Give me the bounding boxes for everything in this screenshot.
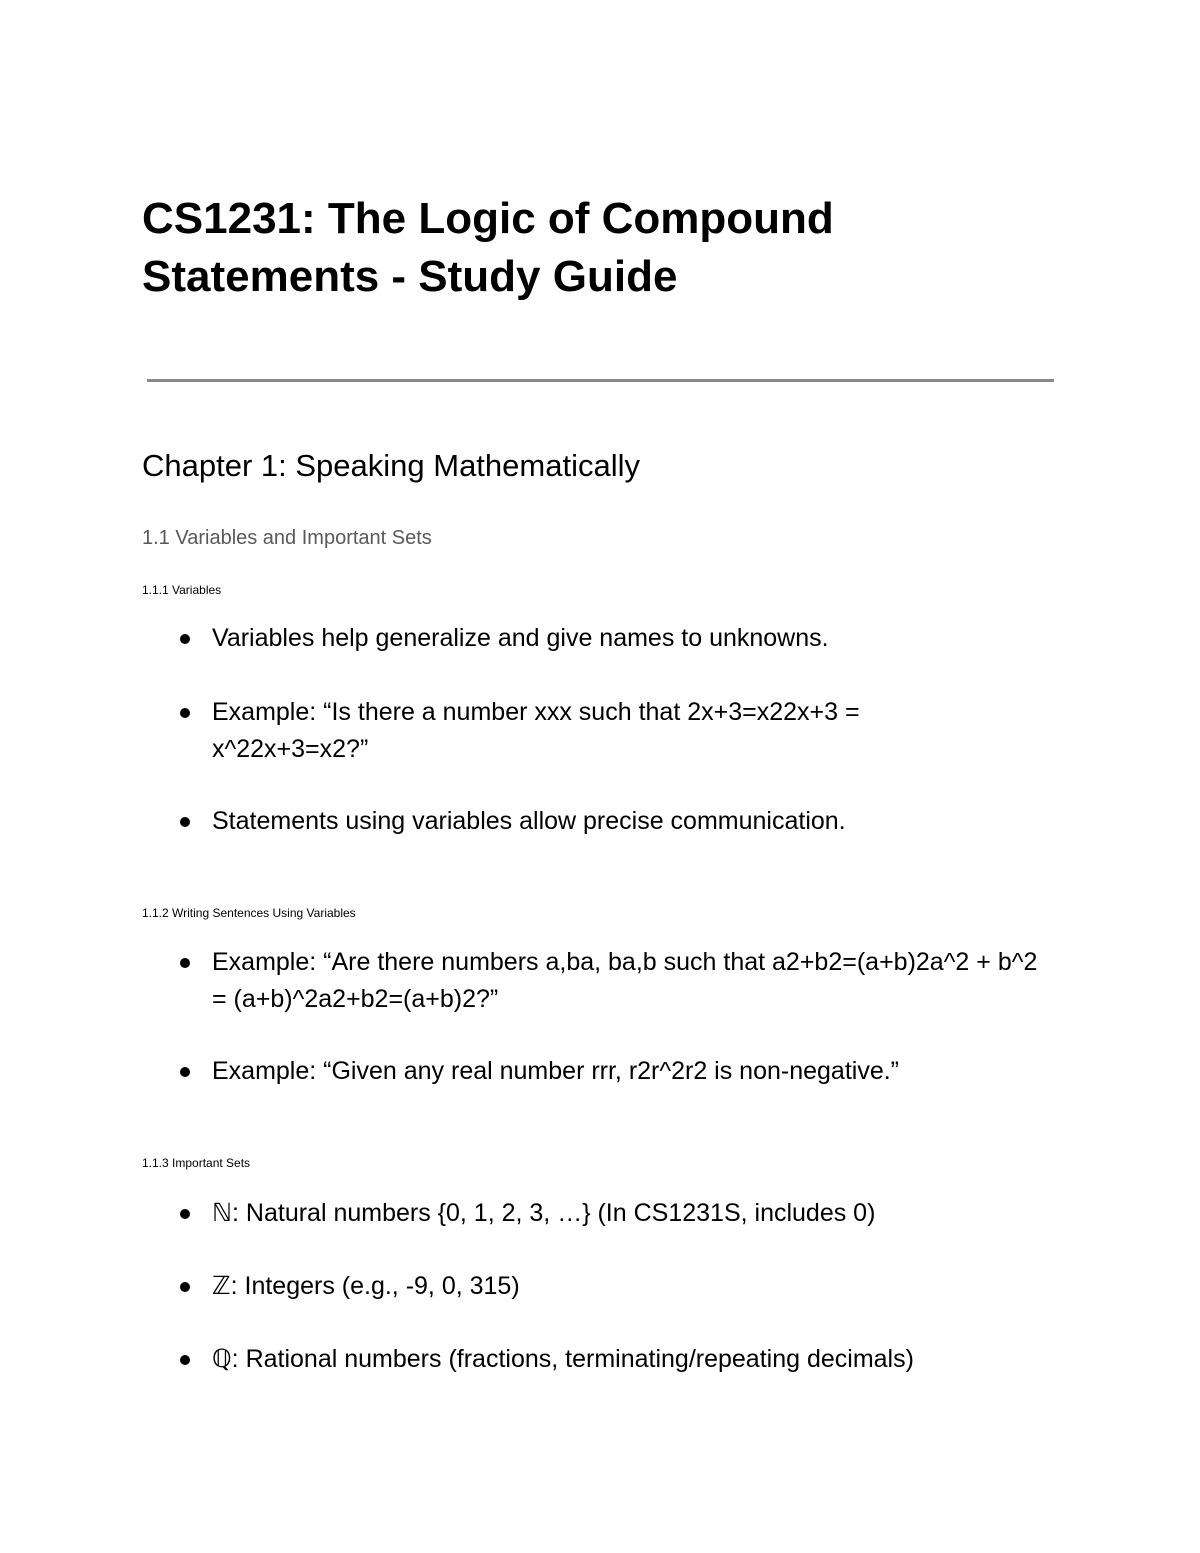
list-item-text: ℕ: Natural numbers {0, 1, 2, 3, …} (In CS1231S, includes 0) xyxy=(212,1199,876,1227)
bullet-icon xyxy=(180,817,190,827)
bullet-icon xyxy=(180,1209,190,1219)
bullet-icon xyxy=(180,708,190,718)
list-item-text: Example: “Is there a number xxx such that 2x+3=x22x+3 = x^22x+3=x2?” xyxy=(212,698,860,763)
horizontal-divider xyxy=(147,379,1054,382)
list-item-text: Variables help generalize and give names to unknowns. xyxy=(212,624,829,652)
subsection-heading-writing-sentences: 1.1.2 Writing Sentences Using Variables xyxy=(142,906,356,920)
bullet-icon xyxy=(180,634,190,644)
subsection-heading-important-sets: 1.1.3 Important Sets xyxy=(142,1156,251,1170)
list-item-text: Statements using variables allow precise communication. xyxy=(212,807,846,835)
document-title: CS1231: The Logic of Compound Statements - Study Guide xyxy=(142,194,834,301)
list-item-text: Example: “Given any real number rrr, r2r^2r2 is non-negative.” xyxy=(212,1057,900,1085)
bullet-icon xyxy=(180,1067,190,1077)
section-heading: 1.1 Variables and Important Sets xyxy=(142,527,432,549)
bullet-icon xyxy=(180,1355,190,1365)
list-item-text: Example: “Are there numbers a,ba, ba,b such that a2+b2=(a+b)2a^2 + b^2 = (a+b)^2a2+b2=(a+b)2?” xyxy=(212,948,1038,1013)
bullet-icon xyxy=(180,1282,190,1292)
list-item-text: ℚ: Rational numbers (fractions, terminating/repeating decimals) xyxy=(212,1345,914,1373)
list-item-text: ℤ: Integers (e.g., -9, 0, 315) xyxy=(212,1272,520,1300)
subsection-heading-variables: 1.1.1 Variables xyxy=(142,583,222,597)
bullet-icon xyxy=(180,958,190,968)
chapter-heading: Chapter 1: Speaking Mathematically xyxy=(142,448,640,483)
